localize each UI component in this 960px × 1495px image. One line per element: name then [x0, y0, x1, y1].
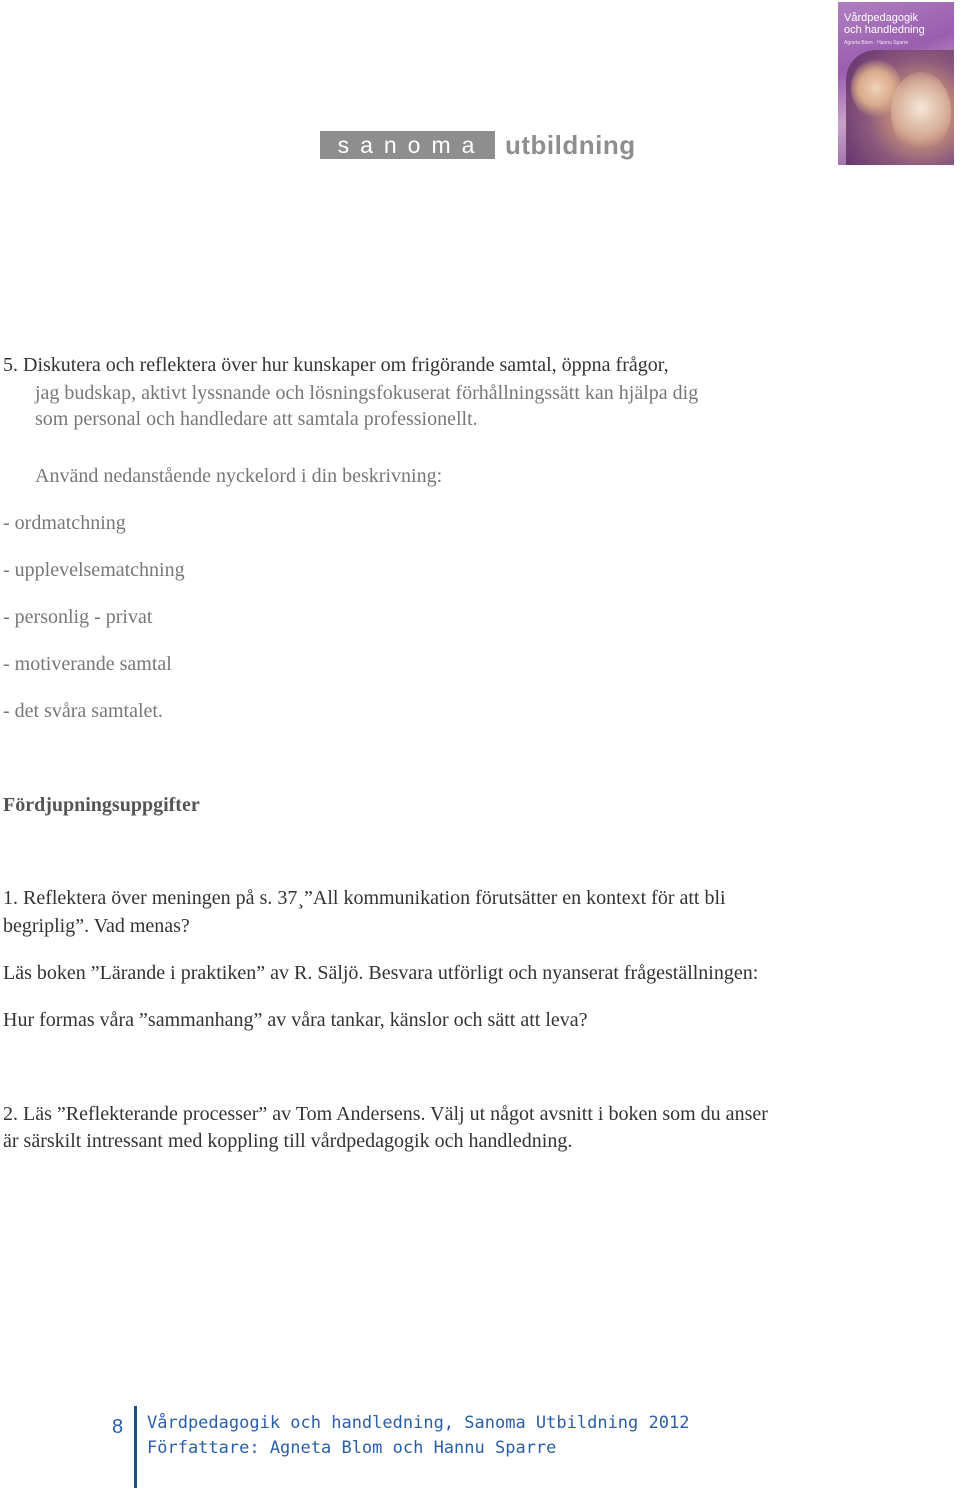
book-cover-title-line2: och handledning — [844, 24, 925, 36]
book-cover-image — [838, 2, 954, 165]
question-5-line-1: 5. Diskutera och reflektera över hur kunskaper om frigörande samtal, öppna frågor, — [3, 354, 669, 376]
footer-line-1: Vårdpedagogik och handledning, Sanoma Utbildning 2012 — [147, 1413, 690, 1433]
book-cover-authors: Agneta Blom · Hannu Sparre — [844, 40, 909, 46]
keyword-item: - det svåra samtalet. — [3, 700, 163, 722]
task-2-line-2: är särskilt intressant med koppling till vårdpedagogik och handledning. — [3, 1130, 573, 1152]
keyword-item: - personlig - privat — [3, 606, 153, 628]
logo-word: utbildning — [505, 129, 636, 160]
question-5-line-2: jag budskap, aktivt lyssnande och lösningsfokuserat förhållningssätt kan hjälpa dig — [35, 382, 699, 404]
task-1-line-1: 1. Reflektera över meningen på s. 37¸”All kommunikation förutsätter en kontext för att bli — [3, 887, 726, 909]
book-cover-title-line1: Vårdpedagogik — [844, 12, 919, 24]
logo-brand: sanoma — [320, 131, 495, 159]
keyword-intro: Använd nedanstående nyckelord i din beskrivning: — [35, 465, 443, 487]
task-1-line-3: Läs boken ”Lärande i praktiken” av R. Säljö. Besvara utförligt och nyanserat frågeställningen: — [3, 962, 759, 984]
question-5-line-3: som personal och handledare att samtala professionellt. — [35, 408, 478, 430]
book-cover-photo — [846, 50, 954, 165]
page-number: 8 — [112, 1416, 124, 1438]
task-1-line-2: begriplig”. Vad menas? — [3, 915, 190, 937]
footer-divider — [134, 1406, 137, 1488]
task-2-line-1: 2. Läs ”Reflekterande processer” av Tom Andersens. Välj ut något avsnitt i boken som du anser — [3, 1103, 768, 1125]
keyword-item: - ordmatchning — [3, 512, 126, 534]
footer-line-2: Författare: Agneta Blom och Hannu Sparre — [147, 1438, 557, 1458]
task-1-line-4: Hur formas våra ”sammanhang” av våra tankar, känslor och sätt att leva? — [3, 1009, 588, 1031]
section-heading: Fördjupningsuppgifter — [3, 794, 200, 816]
keyword-item: - motiverande samtal — [3, 653, 172, 675]
sanoma-logo — [320, 131, 636, 159]
keyword-item: - upplevelsematchning — [3, 559, 185, 581]
book-cover-title — [844, 12, 948, 36]
